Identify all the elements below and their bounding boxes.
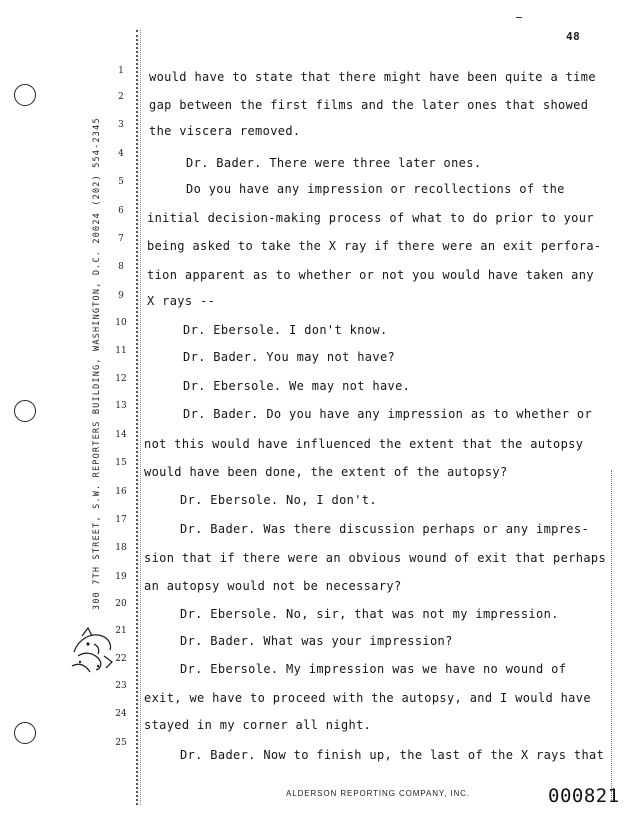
transcript-line: Dr. Bader. What was your impression? — [180, 634, 453, 648]
line-number: 11 — [115, 346, 127, 356]
transcript-line: an autopsy would not be necessary? — [144, 579, 402, 593]
transcript-line: being asked to take the X ray if there were an exit perfora- — [147, 239, 602, 253]
transcript-line: Dr. Ebersole. I don't know. — [183, 323, 388, 337]
transcript-line: initial decision-making process of what to do prior to your — [147, 211, 594, 225]
binder-hole-top — [14, 84, 36, 106]
line-number: 6 — [118, 206, 124, 216]
transcript-line: Dr. Bader. Was there discussion perhaps or any impres- — [180, 522, 590, 536]
transcript-line: Dr. Ebersole. My impression was we have no wound of — [180, 662, 567, 676]
transcript-line: Dr. Ebersole. No, sir, that was not my impression. — [180, 607, 559, 621]
transcript-line: stayed in my corner all night. — [144, 718, 372, 732]
line-number: 20 — [115, 599, 127, 609]
binder-hole-bottom — [14, 722, 36, 744]
reporter-address: 300 7TH STREET, S.W. REPORTERS BUILDING, WASHINGTON, D.C. 20024 (202) 554-2345 — [92, 117, 102, 610]
transcript-line: X rays -- — [147, 294, 216, 308]
transcript-line: Dr. Bader. Do you have any impression as to whether or — [183, 407, 593, 421]
line-number: 23 — [115, 681, 127, 691]
transcript-line: exit, we have to proceed with the autopsy, and I would have — [144, 691, 591, 705]
transcript-line: Do you have any impression or recollections of the — [186, 182, 565, 196]
right-margin-rule — [611, 470, 613, 800]
line-number: 12 — [115, 374, 127, 384]
line-number: 9 — [118, 291, 124, 301]
page-number: 48 — [566, 30, 581, 43]
transcript-line: Dr. Ebersole. No, I don't. — [180, 493, 377, 507]
line-number: 4 — [118, 149, 124, 159]
line-number: 15 — [115, 458, 127, 468]
line-number: 19 — [115, 572, 127, 582]
line-number: 7 — [118, 234, 124, 244]
transcript-line: Dr. Ebersole. We may not have. — [183, 379, 411, 393]
transcript-line: Dr. Bader. Now to finish up, the last of the X rays that — [180, 748, 605, 762]
line-number: 22 — [115, 654, 127, 664]
transcript-line: sion that if there were an obvious wound of exit that perhaps — [144, 551, 607, 565]
line-number: 5 — [118, 177, 124, 187]
line-number: 16 — [115, 487, 127, 497]
line-number: 21 — [115, 626, 127, 636]
line-number: 2 — [118, 92, 124, 102]
line-number: 1 — [118, 66, 124, 76]
line-number: 13 — [115, 401, 127, 411]
line-number: 3 — [118, 120, 124, 130]
transcript-line: would have to state that there might have been quite a time — [149, 70, 596, 84]
footer-company: ALDERSON REPORTING COMPANY, INC. — [286, 789, 470, 798]
line-number: 17 — [115, 515, 127, 525]
left-margin-rule-inner — [140, 30, 143, 805]
scan-mark — [516, 17, 522, 18]
line-number: 18 — [115, 543, 127, 553]
transcript-line: not this would have influenced the extent that the autopsy — [144, 437, 584, 451]
line-number: 14 — [115, 430, 127, 440]
line-number: 25 — [115, 738, 127, 748]
transcript-line: gap between the first films and the later ones that showed — [149, 98, 589, 112]
document-stamp: 000821 — [548, 785, 620, 807]
transcript-line: would have been done, the extent of the autopsy? — [144, 465, 508, 479]
line-number: 10 — [115, 318, 127, 328]
reporter-logo-icon — [68, 622, 116, 674]
transcript-line: tion apparent as to whether or not you would have taken any — [147, 268, 594, 282]
transcript-line: the viscera removed. — [149, 124, 301, 138]
line-number: 8 — [118, 262, 124, 272]
transcript-line: Dr. Bader. You may not have? — [183, 350, 396, 364]
line-number: 24 — [115, 709, 127, 719]
binder-hole-middle — [14, 400, 36, 422]
transcript-line: Dr. Bader. There were three later ones. — [186, 156, 482, 170]
